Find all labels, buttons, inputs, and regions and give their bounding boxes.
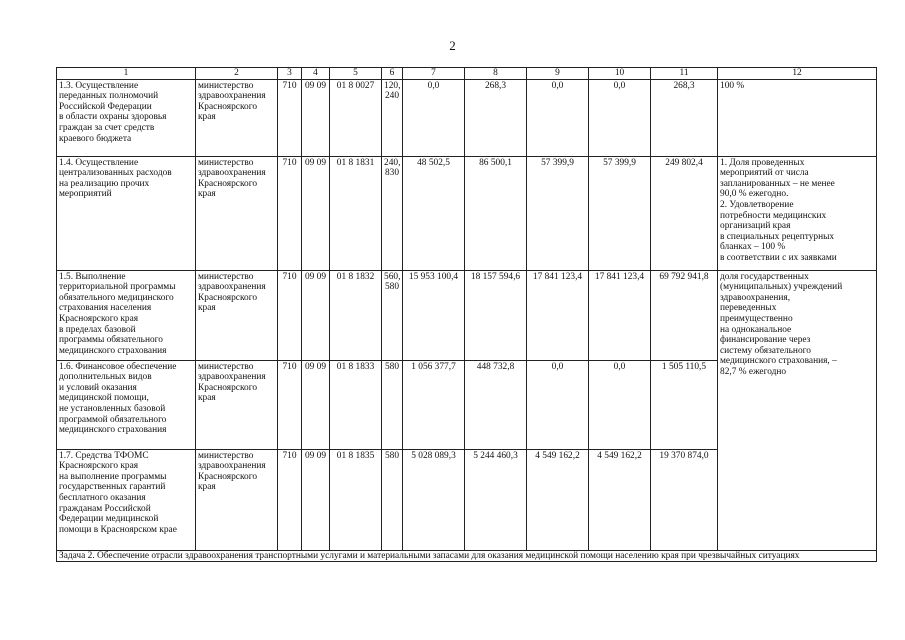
header-cell: 4 (302, 68, 330, 80)
amount-cell: 4 549 162,2 (589, 449, 651, 550)
target-article-code: 01 8 0027 (330, 79, 382, 156)
ministry-cell: министерство здравоохранения Красноярского края (196, 360, 278, 449)
grbs-code: 710 (278, 360, 302, 449)
ministry-cell: министерство здравоохранения Красноярского края (196, 156, 278, 270)
section-code: 09 09 (302, 79, 330, 156)
amount-cell: 268,3 (465, 79, 527, 156)
table-row (57, 79, 877, 156)
header-cell: 1 (57, 68, 196, 80)
expense-type-code: 560, 580 (382, 270, 403, 360)
section-code: 09 09 (302, 270, 330, 360)
measure-name: 1.3. Осуществление переданных полномочий Российской Федерации в области охраны здоровья граждан за счет средств краевого бюджета (57, 79, 196, 156)
expected-result: доля государственных (муниципальных) учреждений здравоохранения, переведенных преимущественно на одноканальное финансирование через систему обязательного медицинского страхования, – 82,7 % ежегодно (718, 270, 877, 550)
header-cell: 6 (382, 68, 403, 80)
expected-result: 100 % (718, 79, 877, 156)
amount-cell: 18 157 594,6 (465, 270, 527, 360)
ministry-cell: министерство здравоохранения Красноярского края (196, 449, 278, 550)
header-row (57, 68, 877, 80)
measure-name: 1.6. Финансовое обеспечение дополнительных видов и условий оказания медицинской помощи, не установленных базовой программой обязательного медицинского страхования (57, 360, 196, 449)
amount-cell: 17 841 123,4 (589, 270, 651, 360)
total-cell: 249 802,4 (651, 156, 718, 270)
amount-cell: 57 399,9 (527, 156, 589, 270)
page-number: 2 (449, 38, 456, 53)
header-cell: 7 (403, 68, 465, 80)
amount-cell: 17 841 123,4 (527, 270, 589, 360)
expense-type-code: 580 (382, 449, 403, 550)
header-cell: 9 (527, 68, 589, 80)
header-cell: 2 (196, 68, 278, 80)
header-cell: 12 (718, 68, 877, 80)
table-row (57, 156, 877, 270)
section-code: 09 09 (302, 449, 330, 550)
program-table (56, 67, 877, 562)
expense-type-code: 120, 240 (382, 79, 403, 156)
measure-name: 1.7. Средства ТФОМС Красноярского края на выполнение программы государственных гарантий бесплатного оказания гражданам Российской Федерации медицинской помощи в Красноярском крае (57, 449, 196, 550)
grbs-code: 710 (278, 449, 302, 550)
amount-cell: 0,0 (527, 79, 589, 156)
amount-cell: 448 732,8 (465, 360, 527, 449)
header-cell: 5 (330, 68, 382, 80)
section-code: 09 09 (302, 156, 330, 270)
header-cell: 11 (651, 68, 718, 80)
target-article-code: 01 8 1832 (330, 270, 382, 360)
amount-cell: 48 502,5 (403, 156, 465, 270)
amount-cell: 86 500,1 (465, 156, 527, 270)
grbs-code: 710 (278, 270, 302, 360)
section-code: 09 09 (302, 360, 330, 449)
measure-name: 1.4. Осуществление централизованных расходов на реализацию прочих мероприятий (57, 156, 196, 270)
expense-type-code: 580 (382, 360, 403, 449)
total-cell: 268,3 (651, 79, 718, 156)
amount-cell: 4 549 162,2 (527, 449, 589, 550)
amount-cell: 0,0 (527, 360, 589, 449)
task-heading: Задача 2. Обеспечение отрасли здравоохранения транспортными услугами и материальными запасами для оказания медицинской помощи населению края при чрезвычайных ситуациях (57, 550, 877, 562)
target-article-code: 01 8 1835 (330, 449, 382, 550)
total-cell: 69 792 941,8 (651, 270, 718, 360)
amount-cell: 1 056 377,7 (403, 360, 465, 449)
amount-cell: 0,0 (589, 360, 651, 449)
amount-cell: 0,0 (403, 79, 465, 156)
task-row (57, 550, 877, 562)
amount-cell: 15 953 100,4 (403, 270, 465, 360)
amount-cell: 0,0 (589, 79, 651, 156)
ministry-cell: министерство здравоохранения Красноярского края (196, 270, 278, 360)
grbs-code: 710 (278, 156, 302, 270)
amount-cell: 5 028 089,3 (403, 449, 465, 550)
target-article-code: 01 8 1833 (330, 360, 382, 449)
table-row (57, 270, 877, 360)
expense-type-code: 240, 830 (382, 156, 403, 270)
header-cell: 3 (278, 68, 302, 80)
header-cell: 10 (589, 68, 651, 80)
amount-cell: 57 399,9 (589, 156, 651, 270)
header-cell: 8 (465, 68, 527, 80)
total-cell: 1 505 110,5 (651, 360, 718, 449)
expected-result: 1. Доля проведенных мероприятий от числа запланированных – не менее 90,0 % ежегодно. 2. Удовлетворение потребности медицинских организаций края в специальных рецептурных бланках – 100 % в соответствии с их заявками (718, 156, 877, 270)
target-article-code: 01 8 1831 (330, 156, 382, 270)
grbs-code: 710 (278, 79, 302, 156)
measure-name: 1.5. Выполнение территориальной программы обязательного медицинского страхования населения Красноярского края в пределах базовой программы обязательного медицинского страхования (57, 270, 196, 360)
total-cell: 19 370 874,0 (651, 449, 718, 550)
ministry-cell: министерство здравоохранения Красноярского края (196, 79, 278, 156)
amount-cell: 5 244 460,3 (465, 449, 527, 550)
